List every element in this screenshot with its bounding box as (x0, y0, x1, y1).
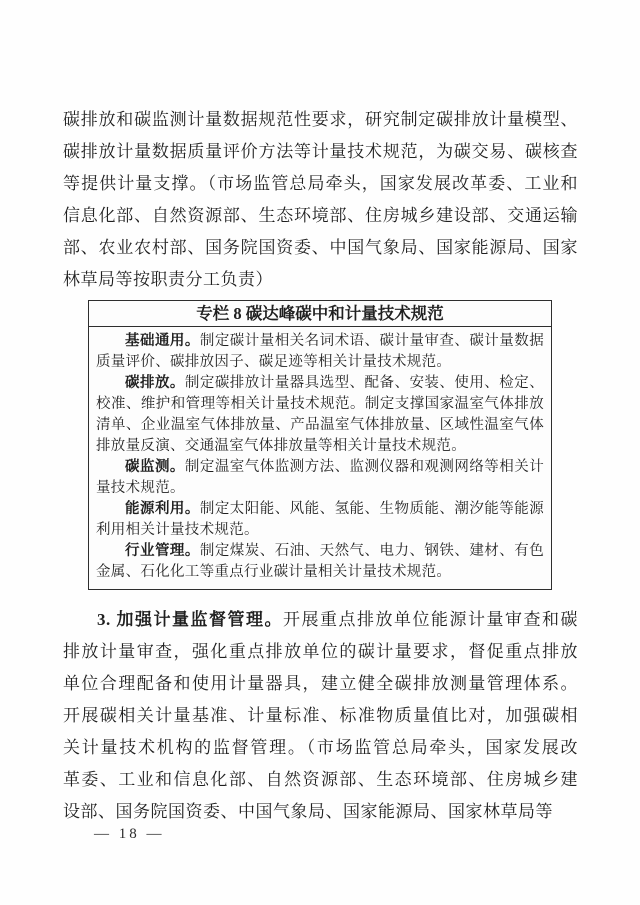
text-line: 革委、工业和信息化部、自然资源部、生态环境部、住房城乡建 (63, 770, 578, 789)
paragraph-1 (63, 104, 578, 296)
paragraph-2 (63, 604, 578, 828)
section-industry-first-line (96, 541, 544, 562)
section-text: 制定温室气体监测方法、监测仪器和观测网络等相关计 (184, 459, 544, 475)
text-line: 金属、石化化工等重点行业碳计量相关计量技术规范。 (96, 564, 452, 580)
section-basic-first-line (96, 331, 544, 352)
paragraph-first-line (63, 604, 578, 636)
section-text: 制定太阳能、风能、氢能、生物质能、潮汐能等能源 (199, 501, 544, 517)
section-lead: 基础通用。 (125, 333, 200, 349)
box-title: 专栏 8 碳达峰碳中和计量技术规范 (89, 301, 551, 327)
text-line: 碳排放计量数据质量评价方法等计量技术规范，为碳交易、碳核查 (63, 142, 578, 161)
text-line: 林草局等按职责分工负责） (63, 270, 273, 289)
text-line: 校准、维护和管理等相关计量技术规范。制定支撑国家温室气体排放 (96, 396, 544, 412)
text-line: 排放量反演、交通温室气体排放量等相关计量技术规范。 (96, 438, 466, 454)
section-lead: 行业管理。 (125, 543, 200, 559)
text-line: 信息化部、自然资源部、生态环境部、住房城乡建设部、交通运输 (63, 206, 578, 225)
box-body (89, 327, 551, 589)
text-line: 关计量技术机构的监督管理。（市场监管总局牵头，国家发展改 (63, 738, 578, 757)
section-lead: 碳排放。 (125, 375, 185, 391)
text-line: 清单、企业温室气体排放量、产品温室气体排放量、区域性温室气体 (96, 417, 544, 433)
section-emission-first-line (96, 373, 544, 394)
text-line: 排放计量审查，强化重点排放单位的碳计量要求，督促重点排放 (63, 642, 578, 661)
text-line: 碳排放和碳监测计量数据规范性要求，研究制定碳排放计量模型、 (63, 110, 578, 129)
text-line: 利用相关计量技术规范。 (96, 522, 259, 538)
section-energy-first-line (96, 499, 544, 520)
page-number: — 18 — (94, 826, 165, 842)
text-line: 单位合理配备和使用计量器具，建立健全碳排放测量管理体系。 (63, 674, 578, 693)
column-box-8 (88, 300, 552, 590)
text-line: 等提供计量支撑。（市场监管总局牵头，国家发展改革委、工业和 (63, 174, 578, 193)
text-line: 设部、国务院国资委、中国气象局、国家能源局、国家林草局等 (63, 802, 553, 821)
text-line: 部、农业农村部、国务院国资委、中国气象局、国家能源局、国家 (63, 238, 578, 257)
section-lead: 能源利用。 (125, 501, 200, 517)
section-text: 制定碳排放计量器具选型、配备、安装、使用、检定、 (184, 375, 544, 391)
text-line: 开展碳相关计量基准、计量标准、标准物质量值比对，加强碳相 (63, 706, 578, 725)
section-lead: 碳监测。 (125, 459, 185, 475)
section-text: 制定碳计量相关名词术语、碳计量审查、碳计量数据 (199, 333, 544, 349)
text-line: 量技术规范。 (96, 480, 185, 496)
section-text: 制定煤炭、石油、天然气、电力、钢铁、建材、有色 (199, 543, 544, 559)
section-monitoring-first-line (96, 457, 544, 478)
paragraph-lead: 3. 加强计量监督管理。 (97, 610, 283, 629)
paragraph-text: 开展重点排放单位能源计量审查和碳 (283, 610, 578, 629)
text-line: 质量评价、碳排放因子、碳足迹等相关计量技术规范。 (96, 354, 452, 370)
